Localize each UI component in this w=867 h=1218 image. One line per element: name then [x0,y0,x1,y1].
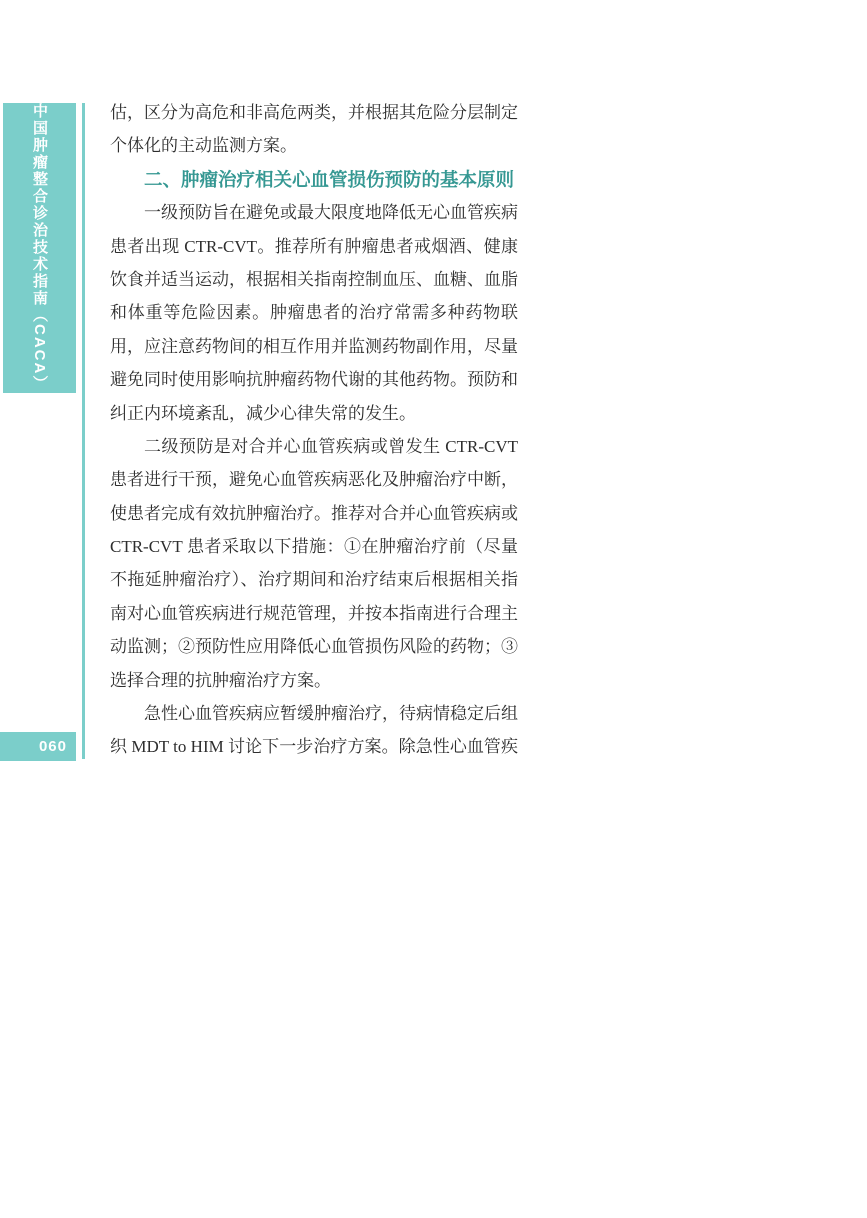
text-line: 选择合理的抗肿瘤治疗方案。 [110,670,331,690]
text-line: 急性心血管疾病应暂缓肿瘤治疗，待病情稳定后组 [144,704,518,724]
text-line: 织 MDT to HIM 讨论下一步治疗方案。除急性心血管疾 [110,737,518,757]
page-number: 060 [38,738,67,755]
text-line: 纠正内环境紊乱，减少心律失常的发生。 [110,403,416,423]
text-line: 饮食并适当运动，根据相关指南控制血压、血糖、血脂 [110,269,518,289]
text-line: 和体重等危险因素。肿瘤患者的治疗常需多种药物联 [110,303,518,323]
text-line: 避免同时使用影响抗肿瘤药物代谢的其他药物。预防和 [110,370,518,390]
sidebar-title: 中国肿瘤整合诊治技术指南（CACA） [31,103,48,393]
text-line: 患者进行干预，避免心血管疾病恶化及肿瘤治疗中断， [110,470,518,490]
text-line: 不拖延肿瘤治疗）、治疗期间和治疗结束后根据相关指 [110,570,518,590]
sidebar-divider-line [82,103,85,759]
page-number-badge [0,732,76,761]
text-line: 患者出现 CTR-CVT。推荐所有肿瘤患者戒烟酒、健康 [110,236,518,256]
text-line: CTR-CVT 患者采取以下措施：①在肿瘤治疗前（尽量 [110,537,518,557]
text-line: 使患者完成有效抗肿瘤治疗。推荐对合并心血管疾病或 [110,503,518,523]
section-heading: 二、肿瘤治疗相关心血管损伤预防的基本原则 [144,168,515,190]
text-line: 个体化的主动监测方案。 [110,136,297,156]
text-line: 用，应注意药物间的相互作用并监测药物副作用，尽量 [110,336,518,356]
text-line: 动监测；②预防性应用降低心血管损伤风险的药物；③ [110,637,518,657]
text-line: 二级预防是对合并心血管疾病或曾发生 CTR-CVT [144,436,518,456]
text-line: 估，区分为高危和非高危两类，并根据其危险分层制定 [110,103,518,122]
sidebar-banner [3,103,76,393]
text-line: 南对心血管疾病进行规范管理，并按本指南进行合理主 [110,603,518,623]
text-column [110,96,518,764]
text-line: 一级预防旨在避免或最大限度地降低无心血管疾病 [144,203,518,223]
